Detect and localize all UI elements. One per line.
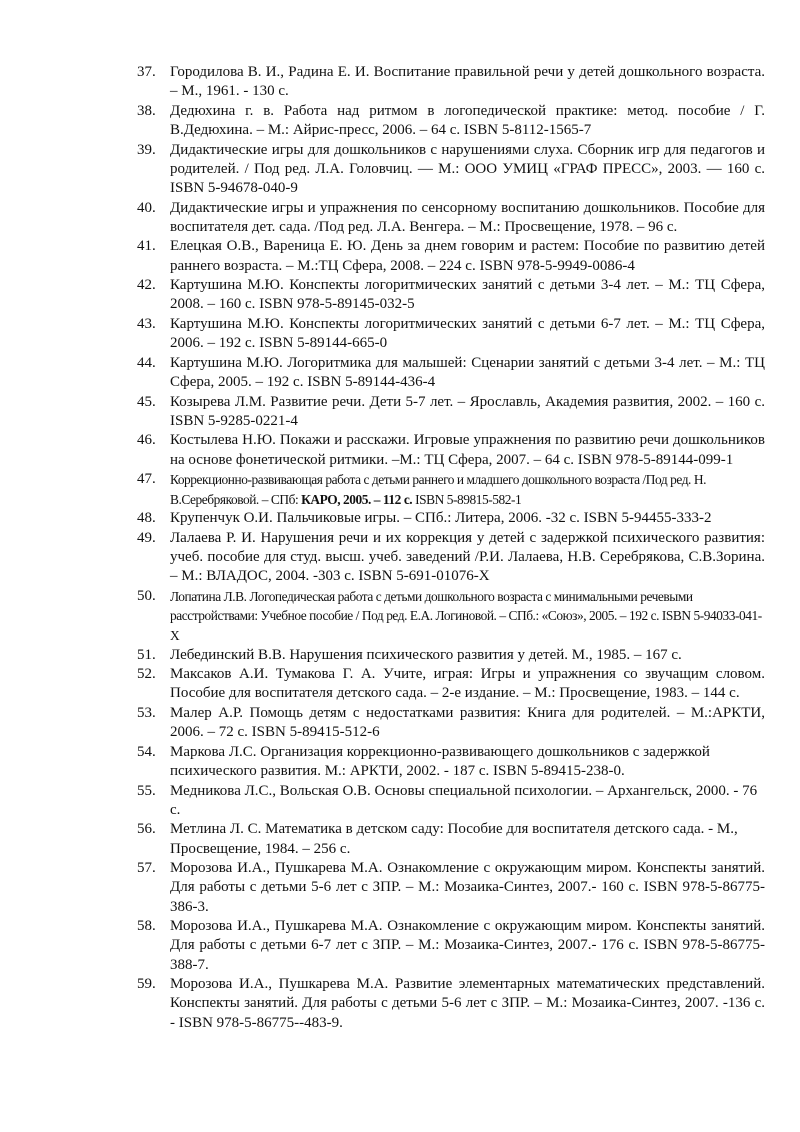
reference-item	[137, 859, 765, 917]
reference-text: Городилова В. И., Радина Е. И. Воспитание правильной речи у детей дошкольного возраста. – М., 1961. - 130 с.	[170, 64, 765, 100]
reference-number: 48.	[137, 510, 156, 527]
reference-item	[137, 431, 765, 469]
reference-number: 46.	[137, 432, 156, 449]
reference-number: 39.	[137, 141, 156, 158]
reference-number: 37.	[137, 64, 156, 80]
reference-list	[137, 63, 765, 1033]
reference-number: 53.	[137, 704, 156, 721]
reference-number: 44.	[137, 354, 156, 371]
reference-item	[137, 354, 765, 392]
reference-number: 58.	[137, 918, 156, 935]
reference-number: 55.	[137, 782, 156, 799]
reference-item	[137, 975, 765, 1033]
reference-number: 45.	[137, 393, 156, 410]
reference-number: 40.	[137, 199, 156, 216]
reference-text: Дидактические игры и упражнения по сенсорному воспитанию дошкольников. Пособие для воспитателя дет. сада. /Под ред. Л.А. Венгера. – М.: Просвещение, 1978. – 96 с.	[170, 199, 765, 235]
reference-text: Дедюхина г. в. Работа над ритмом в логопедической практике: метод. пособие / Г. В.Дедюхина. – М.: Айрис-пресс, 2006. – 64 с. ISBN 5-8112-1565-7	[170, 102, 765, 138]
reference-text: Малер А.Р. Помощь детям с недостатками развития: Книга для родителей. – М.:АРКТИ, 2006. – 72 с. ISBN 5-89415-512-6	[170, 704, 765, 741]
reference-item	[137, 276, 765, 314]
reference-text-part: Коррекционно-развивающая работа с детьми раннего и младшего дошкольного возраста /Под ред. Н. В.Серебряковой. – СПб:	[170, 472, 706, 507]
reference-text: Картушина М.Ю. Логоритмика для малышей: Сценарии занятий с детьми 3-4 лет. – М.: ТЦ Сфера, 2005. – 192 с. ISBN 5-89144-436-4	[170, 354, 765, 390]
reference-item	[137, 199, 765, 237]
reference-item	[137, 393, 765, 431]
reference-item	[137, 141, 765, 199]
reference-item	[137, 820, 765, 858]
reference-item	[137, 665, 765, 703]
reference-number: 43.	[137, 315, 156, 332]
reference-text: Медникова Л.С., Вольская О.В. Основы специальной психологии. – Архангельск, 2000. - 76 с.	[170, 782, 758, 818]
reference-text: Лопатина Л.В. Логопедическая работа с детьми дошкольного возраста с минимальными речевыми расстройствами: Учебное пособие / Под ред. Е.А. Логиновой. – СПб.: «Союз», 2005. – 192 с. ISBN 5-94033-041-X	[170, 588, 762, 643]
reference-item	[137, 470, 765, 509]
reference-number: 42.	[137, 277, 156, 294]
reference-number: 51.	[137, 646, 156, 663]
reference-text-bold: КАРО, 2005. – 112 с.	[301, 491, 413, 507]
reference-item	[137, 743, 765, 781]
reference-item	[137, 704, 765, 742]
reference-item	[137, 782, 765, 820]
reference-text: Лебединский В.В. Нарушения психического развития у детей. М., 1985. – 167 с.	[170, 646, 682, 663]
reference-text: Дидактические игры для дошкольников с нарушениями слуха. Сборник игр для педагогов и родителей. / Под ред. Л.А. Головчиц. — М.: ООО УМИЦ «ГРАФ ПРЕСС», 2003. — 160 с. ISBN 5-94678-040-9	[170, 141, 765, 196]
reference-item	[137, 587, 765, 645]
reference-number: 52.	[137, 666, 156, 683]
reference-text: Маркова Л.С. Организация коррекционно-развивающего дошкольников с задержкой психического развития. М.: АРКТИ, 2002. - 187 с. ISBN 5-89415-238-0.	[170, 743, 710, 779]
reference-text: Крупенчук О.И. Пальчиковые игры. – СПб.: Литера, 2006. -32 с. ISBN 5-94455-333-2	[170, 510, 712, 527]
reference-number: 47.	[137, 471, 156, 488]
reference-number: 49.	[137, 529, 156, 546]
reference-item	[137, 237, 765, 275]
reference-text: Картушина М.Ю. Конспекты логоритмических занятий с детьми 3-4 лет. – М.: ТЦ Сфера, 2008. – 160 с. ISBN 978-5-89145-032-5	[170, 277, 765, 313]
reference-number: 59.	[137, 976, 156, 993]
reference-text-part: ISBN 5-89815-582-1	[412, 491, 522, 507]
reference-item	[137, 63, 765, 101]
reference-item	[137, 917, 765, 975]
reference-item	[137, 315, 765, 353]
reference-number: 57.	[137, 860, 156, 877]
reference-number: 38.	[137, 102, 156, 119]
reference-item	[137, 646, 765, 665]
reference-item	[137, 529, 765, 587]
reference-text: Морозова И.А., Пушкарева М.А. Ознакомление с окружающим миром. Конспекты занятий. Для работы с детьми 5-6 лет с ЗПР. – М.: Мозаика-Синтез, 2007.- 160 с. ISBN 978-5-86775-386-3.	[170, 860, 765, 915]
reference-text: Козырева Л.М. Развитие речи. Дети 5-7 лет. – Ярославль, Академия развития, 2002. – 160 с. ISBN 5-9285-0221-4	[170, 393, 765, 429]
reference-text: Морозова И.А., Пушкарева М.А. Ознакомление с окружающим миром. Конспекты занятий. Для работы с детьми 6-7 лет с ЗПР. – М.: Мозаика-Синтез, 2007.- 176 с. ISBN 978-5-86775-388-7.	[170, 918, 765, 973]
reference-number: 41.	[137, 238, 156, 255]
reference-text: Елецкая О.В., Вареница Е. Ю. День за днем говорим и растем: Пособие по развитию детей раннего возраста. – М.:ТЦ Сфера, 2008. – 224 с. ISBN 978-5-9949-0086-4	[170, 238, 765, 274]
reference-text: Морозова И.А., Пушкарева М.А. Развитие элементарных математических представлений. Конспекты занятий. Для работы с детьми 5-6 лет с ЗПР. – М.: Мозаика-Синтез, 2007. -136 с. - ISBN 978-5-86775--483-9.	[170, 976, 765, 1031]
reference-number: 50.	[137, 587, 156, 604]
reference-text	[170, 472, 706, 506]
reference-text: Костылева Н.Ю. Покажи и расскажи. Игровые упражнения по развитию речи дошкольников на основе фонетической ритмики. –М.: ТЦ Сфера, 2007. – 64 с. ISBN 978-5-89144-099-1	[170, 432, 765, 468]
reference-text: Максаков А.И. Тумакова Г. А. Учите, играя: Игры и упражнения со звучащим словом. Пособие для воспитателя детского сада. – 2-е издание. – М.: Просвещение, 1983. – 144 с.	[170, 666, 765, 702]
reference-text: Метлина Л. С. Математика в детском саду: Пособие для воспитателя детского сада. - М., Просвещение, 1984. – 256 с.	[170, 821, 738, 857]
reference-number: 56.	[137, 821, 156, 838]
reference-item	[137, 102, 765, 140]
reference-item	[137, 509, 765, 528]
reference-number: 54.	[137, 743, 156, 760]
reference-text: Картушина М.Ю. Конспекты логоритмических занятий с детьми 6-7 лет. – М.: ТЦ Сфера, 2006. – 192 с. ISBN 5-89144-665-0	[170, 315, 765, 352]
reference-text: Лалаева Р. И. Нарушения речи и их коррекция у детей с задержкой психического развития: учеб. пособие для студ. высш. учеб. заведений /Р.И. Лалаева, Н.В. Серебрякова, С.В.Зорина. – М.: ВЛАДОС, 2004. -303 с. ISBN 5-691-01076-X	[170, 529, 765, 585]
